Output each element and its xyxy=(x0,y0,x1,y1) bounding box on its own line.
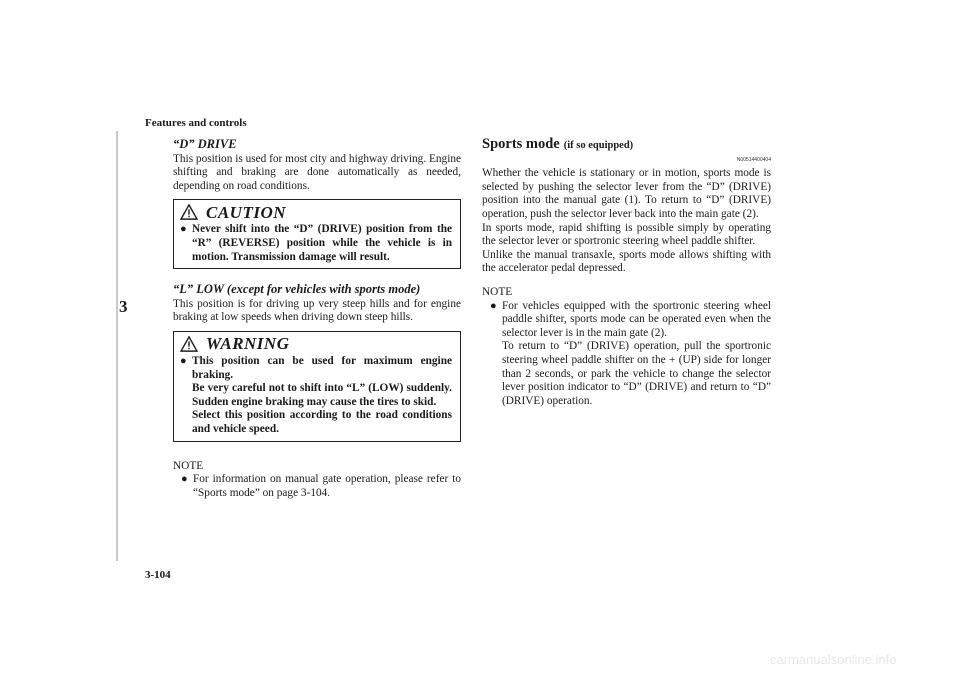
note-text xyxy=(502,300,771,409)
drive-description: This position is used for most city and highway driving. Engine shifting and braking are done automatically as needed, depending on road conditions. xyxy=(173,152,461,192)
warning-line-2: Be very careful not to shift into “L” (LOW) suddenly. Sudden engine braking may cause the tires to skid. xyxy=(192,382,452,408)
right-column xyxy=(482,138,771,408)
watermark: carmanualsonline.info xyxy=(770,652,897,667)
reference-code: N00514400404 xyxy=(736,156,771,163)
sports-mode-paragraph-2: In sports mode, rapid shifting is possible simply by operating the selector lever or sportronic steering wheel paddle shifter. xyxy=(482,221,771,248)
left-column xyxy=(173,138,461,500)
caution-text: Never shift into the “D” (DRIVE) position from the “R” (REVERSE) position while the vehicle is in motion. Transmission damage will result. xyxy=(192,223,452,263)
bullet-icon: ● xyxy=(181,473,188,486)
note-label: NOTE xyxy=(482,285,513,298)
note-text-2: To return to “D” (DRIVE) operation, pull the sportronic steering wheel paddle shifter on the + (UP) side for longer than 2 seconds, or park the vehicle to change the selector lever position indicator to “D” (DRIVE) and return to “D” (DRIVE) operation. xyxy=(502,340,771,407)
chapter-number: 3 xyxy=(119,297,128,316)
bullet-icon: ● xyxy=(490,299,497,312)
caution-box xyxy=(173,199,461,269)
sports-mode-subheading: (if so equipped) xyxy=(563,140,634,151)
note-label: NOTE xyxy=(173,459,204,472)
page-number: 3-104 xyxy=(145,569,171,581)
note-text: For information on manual gate operation, please refer to “Sports mode” on page 3-104. xyxy=(193,473,461,499)
warning-box xyxy=(173,331,461,442)
warning-line-3: Select this position according to the road conditions and vehicle speed. xyxy=(192,409,452,435)
low-heading: “L” LOW (except for vehicles with sports mode) xyxy=(173,282,421,297)
sports-mode-paragraph-3: Unlike the manual transaxle, sports mode allows shifting with the accelerator pedal depressed. xyxy=(482,248,771,275)
warning-text xyxy=(192,355,452,437)
chapter-rule xyxy=(116,131,118,561)
note-text-1: For vehicles equipped with the sportronic steering wheel paddle shifter, sports mode can be operated even when the selector lever is in the main gate (2). xyxy=(502,299,771,339)
sports-mode-heading: Sports mode xyxy=(482,136,560,152)
warning-title: WARNING xyxy=(206,334,290,354)
bullet-icon: ● xyxy=(180,223,187,236)
warning-line-1: This position can be used for maximum engine braking. xyxy=(192,354,452,381)
sports-mode-paragraph-1: Whether the vehicle is stationary or in motion, sports mode is selected by pushing the selector lever from the “D” (DRIVE) position into the manual gate (1). To return to “D” (DRIVE) operation, push the selector lever back into the main gate (2). xyxy=(482,167,771,220)
bullet-icon: ● xyxy=(180,354,187,367)
warning-triangle-icon xyxy=(180,336,198,352)
page-header-title: Features and controls xyxy=(145,117,247,129)
caution-title: CAUTION xyxy=(206,202,287,222)
drive-heading: “D” DRIVE xyxy=(173,137,237,151)
warning-triangle-icon xyxy=(180,204,198,220)
low-description: This position is for driving up very steep hills and for engine braking at low speeds when driving down steep hills. xyxy=(173,297,461,324)
